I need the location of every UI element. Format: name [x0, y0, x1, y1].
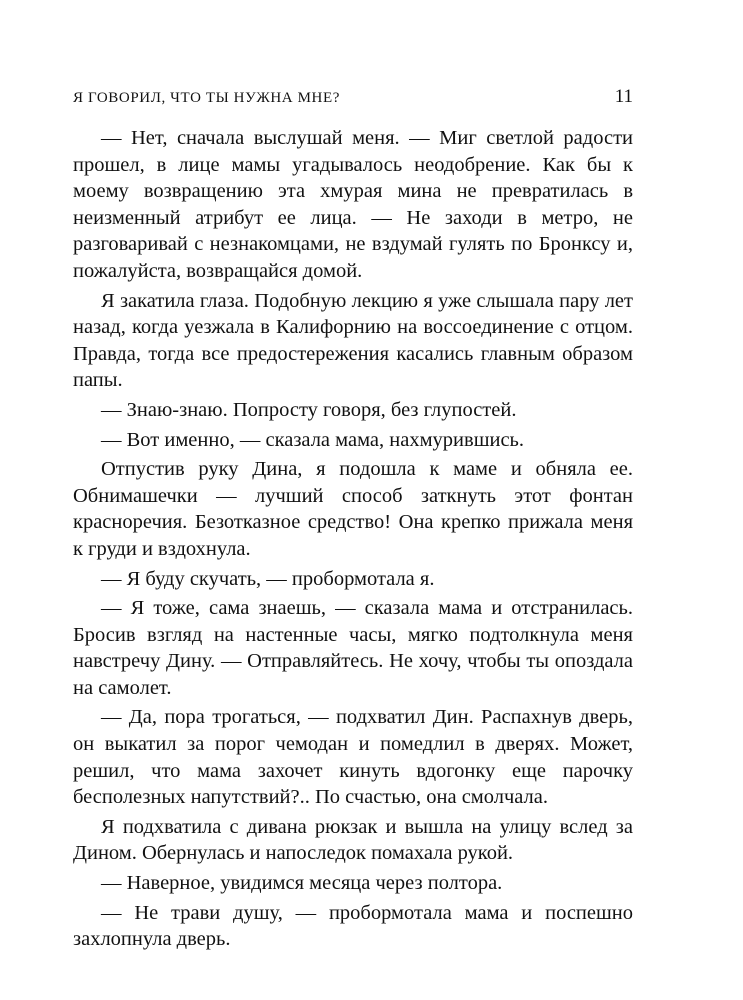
paragraph: — Не трави душу, — пробормотала мама и поспешно захлопнула дверь. [73, 901, 633, 951]
paragraph: — Знаю-знаю. Попросту говоря, без глупостей. [101, 398, 517, 421]
paragraph: Отпустив руку Дина, я подошла к маме и обняла ее. Обнимашечки — лучший способ заткнуть этот фонтан красноречия. Безотказное средство! Она крепко прижала меня к груди и вздохнула. [73, 458, 633, 560]
paragraph: — Вот именно, — сказала мама, нахмурившись. [101, 428, 525, 451]
running-title: Я ГОВОРИЛ, ЧТО ТЫ НУЖНА МНЕ? [73, 90, 340, 106]
paragraph: Я подхватила с дивана рюкзак и вышла на улицу вслед за Дином. Обернулась и напоследок помахала рукой. [73, 815, 633, 865]
paragraph: — Я буду скучать, — пробормотала я. [101, 567, 435, 590]
paragraph: Я закатила глаза. Подобную лекцию я уже слышала пару лет назад, когда уезжала в Калифорнию на воссоединение с отцом. Правда, тогда все предостережения касались главным образом папы. [73, 289, 633, 392]
paragraph: — Наверное, увидимся месяца через полтора. [101, 872, 503, 895]
paragraph: — Да, пора трогаться, — подхватил Дин. Распахнув дверь, он выкатил за порог чемодан и помедлил в дверях. Может, решил, что мама захочет кинуть вдогонку еще парочку бесполезных напутствий?.. По счастью, она смолчала. [73, 706, 633, 809]
paragraph: — Я тоже, сама знаешь, — сказала мама и отстранилась. Бросив взгляд на настенные часы, мягко подтолкнула меня навстречу Дину. — Отправляйтесь. Не хочу, чтобы ты опоздала на самолет. [73, 597, 633, 699]
running-head [73, 86, 633, 112]
body-text [73, 125, 633, 956]
paragraph: — Нет, сначала выслушай меня. — Миг светлой радости прошел, в лице мамы угадывалось неодобрение. Как бы к моему возвращению эта хмурая мина не превратилась в неизменный атрибут ее лица. — Не заходи в метро, не разговаривай с незнакомцами, не вздумай гулять по Бронксу и, пожалуйста, возвращайся домой. [73, 127, 633, 282]
page-number: 11 [614, 86, 633, 107]
